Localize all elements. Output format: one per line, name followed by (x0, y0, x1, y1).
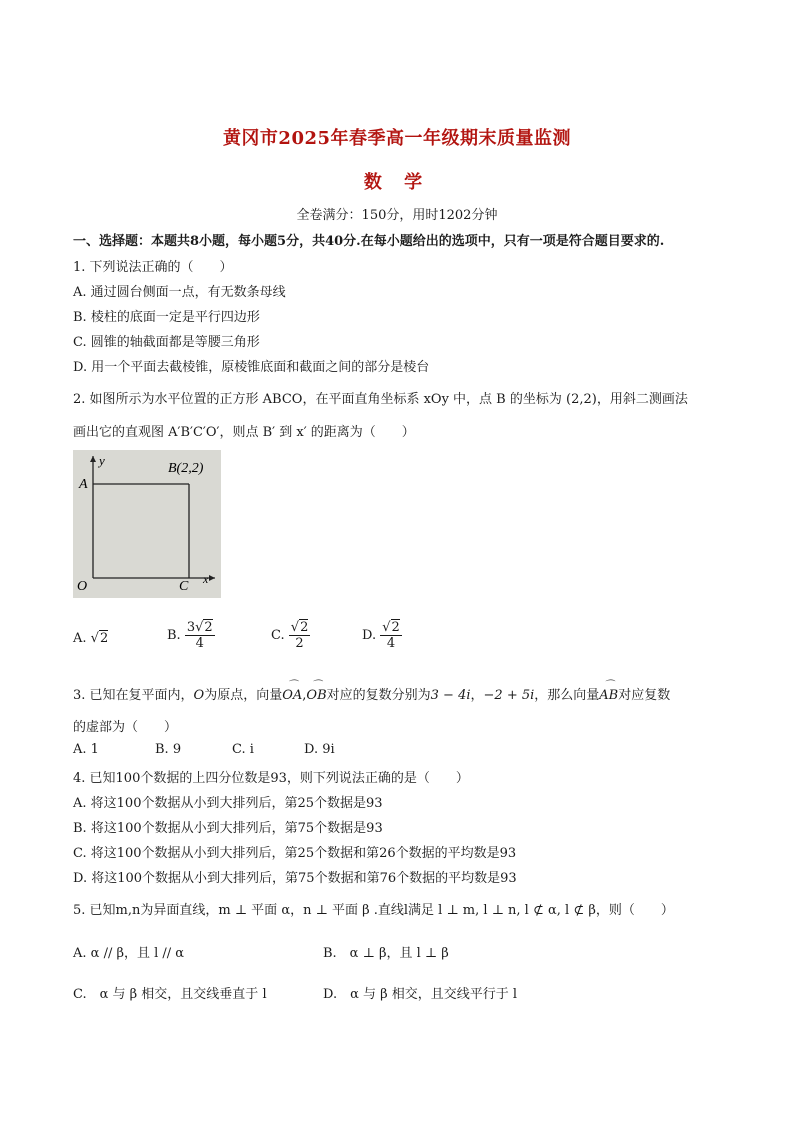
q3-complex-2: −2 + 5i (483, 688, 535, 703)
q1-option-a: A. 通过圆台侧面一点，有无数条母线 (73, 285, 286, 300)
q3-stem-part4: ，那么向量 (534, 688, 600, 703)
q3-option-c: C. i (232, 742, 254, 757)
q1-option-b: B. 棱柱的底面一定是平行四边形 (73, 310, 260, 325)
fig-label-c: C (179, 579, 189, 594)
fig-label-o: O (77, 579, 88, 594)
q1-stem: 1. 下列说法正确的（ ） (73, 260, 233, 275)
q4-stem: 4. 已知100个数据的上四分位数是93，则下列说法正确的是（ ） (73, 771, 469, 786)
q1-option-c: C. 圆锥的轴截面都是等腰三角形 (73, 335, 260, 350)
q2-option-d-label: D. (362, 628, 377, 643)
q2-option-b-den: 4 (195, 636, 204, 651)
q2-option-a-sqrt: 2 (99, 631, 109, 646)
q2-option-a: A. √2 (73, 631, 109, 646)
q3-option-a: A. 1 (73, 742, 99, 757)
q2-stem-line1: 2. 如图所示为水平位置的正方形 ABCO，在平面直角坐标系 xOy 中，点 B 的坐标为 (2,2)，用斜二测画法 (73, 392, 688, 407)
exam-title: 黄冈市2025年春季高一年级期末质量监测 (222, 128, 572, 149)
q5-option-d: D. α 与 β 相交，且交线平行于 l (323, 987, 518, 1002)
q2-option-b-coef: 3 (186, 620, 196, 635)
q2-option-c-label: C. (271, 628, 285, 643)
q3-vector-ab: ⌒ AB (599, 688, 618, 703)
fig-label-a: A (79, 477, 88, 492)
q2-figure (73, 450, 221, 598)
q3-vector-ob: ⌒ OB (306, 688, 326, 703)
q2-option-c-den: 2 (295, 636, 304, 651)
q2-stem-line2: 画出它的直观图 A′B′C′O′，则点 B′ 到 x′ 的距离为（ ） (73, 425, 415, 440)
q2-option-c-sqrt: 2 (300, 620, 309, 635)
q3-stem-line1 (73, 684, 670, 703)
q2-option-d: D. $\frac{√2}{4}$ (362, 620, 400, 651)
q3-complex-1: 3 − 4i (430, 688, 471, 703)
q3-origin: O (193, 688, 205, 703)
q2-option-b: B. $\frac{3√2}{4}$ (167, 620, 213, 651)
q2-option-d-den: 4 (386, 636, 396, 651)
q5-option-a: A. α // β，且 l // α (73, 946, 185, 961)
q5-option-c: C. α 与 β 相交，且交线垂直于 l (73, 987, 267, 1002)
q4-option-c: C. 将这100个数据从小到大排列后，第25个数据和第26个数据的平均数是93 (73, 846, 517, 861)
q2-option-b-label: B. (167, 628, 181, 643)
section-heading: 一、选择题：本题共8小题，每小题5分，共40分.在每小题给出的选项中，只有一项是符合题目要求的. (73, 234, 665, 249)
q2-option-d-sqrt: 2 (391, 620, 400, 635)
q5-option-b: B. α ⊥ β，且 l ⊥ β (323, 946, 449, 961)
q2-option-a-label: A. (73, 631, 87, 646)
fig-label-x: x (203, 572, 209, 586)
q3-stem-part3: 对应的复数分别为 (326, 688, 431, 703)
exam-info: 全卷满分：150分，用时1202分钟 (296, 208, 498, 223)
q1-option-d: D. 用一个平面去截棱锥，原棱锥底面和截面之间的部分是棱台 (73, 360, 430, 375)
q3-stem-part5: 对应复数 (618, 688, 671, 703)
q3-vector-oa: ⌒ OA (282, 688, 302, 703)
q2-option-b-sqrt: 2 (204, 620, 213, 635)
q4-option-d: D. 将这100个数据从小到大排列后，第75个数据和第76个数据的平均数是93 (73, 871, 517, 886)
fig-label-y: y (99, 453, 105, 468)
q3-option-b: B. 9 (155, 742, 182, 757)
q4-option-a: A. 将这100个数据从小到大排列后，第25个数据是93 (73, 796, 383, 811)
subject-title: 数 学 (363, 172, 431, 193)
q3-option-d: D. 9i (304, 742, 335, 757)
q2-option-c: C. $\frac{√2}{2}$ (271, 620, 309, 651)
q3-comma: , (302, 688, 307, 703)
q3-stem-part2: 为原点，向量 (204, 688, 283, 703)
q4-option-b: B. 将这100个数据从小到大排列后，第75个数据是93 (73, 821, 383, 836)
q3-sep: ， (470, 688, 484, 703)
q5-stem: 5. 已知m,n为异面直线，m ⊥ 平面 α，n ⊥ 平面 β .直线l满足 l ⊥ m, l ⊥ n, l ⊄ α, l ⊄ β，则（ ） (73, 903, 674, 918)
q3-stem-part1: 3. 已知在复平面内， (73, 688, 194, 703)
q3-stem-line2: 的虚部为（ ） (73, 720, 178, 735)
fig-label-b: B(2,2) (168, 461, 204, 476)
